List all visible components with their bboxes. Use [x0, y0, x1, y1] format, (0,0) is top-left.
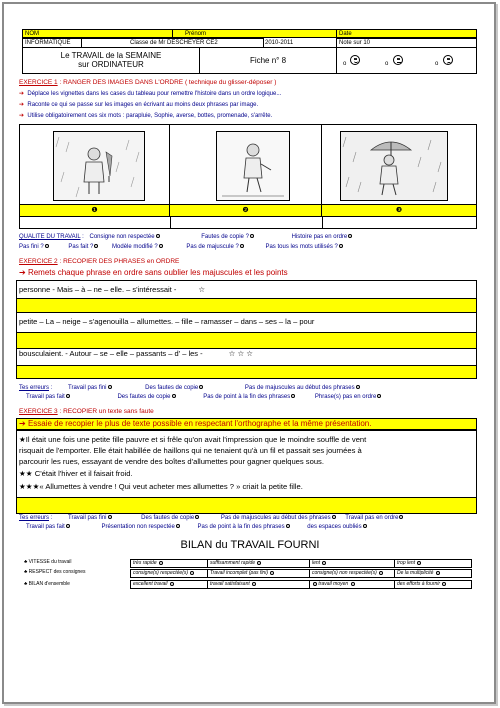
- radio-e3-majuscules[interactable]: [332, 515, 336, 519]
- erreurs3-ordre: Travail pas en ordre: [345, 515, 399, 521]
- bilan-cell-ensemble-3[interactable]: travail moyen: [309, 580, 395, 589]
- bilan-cell-vitesse-3[interactable]: lent: [309, 559, 395, 568]
- ex2-sentence-1-text: personne - Mais – à – ne – elle. – s'intéressait -: [19, 285, 177, 294]
- image-number-3: ❸: [395, 207, 403, 214]
- bilan-label-vitesse: VITESSE du travail: [28, 559, 72, 565]
- image-number-1: ❶: [20, 205, 170, 216]
- club-icon: ♣: [24, 581, 28, 587]
- numbers-row: [20, 204, 476, 216]
- erreurs2-point: Pas de point à la fin des phrases: [203, 394, 291, 400]
- arrow-icon: ➔: [19, 268, 26, 277]
- erreurs2-row1: Tes erreurs : Travail pas fini Des fautes de copie Pas de majuscules au début des phrases: [19, 384, 360, 392]
- radio-happy[interactable]: o: [343, 61, 347, 67]
- radio-consigne[interactable]: [156, 234, 160, 238]
- qualite-item-modele: Modèle modifié ?: [112, 244, 158, 250]
- classe-label: Classe de Mr DESCHEYER CE2: [130, 40, 218, 46]
- annee-label: 2010-2011: [265, 40, 294, 46]
- title-line2: sur ORDINATEUR: [78, 60, 144, 69]
- club-icon: ♣: [24, 559, 28, 565]
- bilan-title: BILAN du TRAVAIL FOURNI: [180, 539, 320, 551]
- exercice1-title: [19, 79, 276, 87]
- erreurs2-ordre: Phrase(s) pas en ordre: [314, 394, 377, 400]
- neutral-face-icon: [393, 55, 403, 65]
- erreurs2-label: Tes erreurs: [19, 385, 50, 391]
- club-icon: ♣: [24, 569, 28, 575]
- ex1-instruction-3-text: Utilise obligatoirement ces six mots : parapluie, Sophie, averse, bottes, promenade, s'arrête.: [27, 113, 273, 119]
- bilan-label-respect: RESPECT des consignes: [28, 569, 86, 575]
- erreurs3-point: Pas de point à la fin des phrases: [197, 524, 285, 530]
- image-slot-3[interactable]: [322, 125, 478, 204]
- ex1-instruction-1: [19, 90, 281, 98]
- erreurs3-row1: Tes erreurs : Travail pas fini Des fautes de copie Pas de majuscules au début des phrases Travail pas en ordre: [19, 514, 403, 522]
- bilan-cell-vitesse-1[interactable]: très rapide: [130, 559, 208, 568]
- erreurs2-pas-fini: Travail pas fini: [68, 385, 107, 391]
- image-number-2: ❷: [170, 205, 322, 216]
- date-label: Date: [339, 31, 352, 37]
- erreurs3-espaces: des espaces oubliés: [307, 524, 362, 530]
- qualite-item-majuscule: Pas de majuscule ?: [186, 244, 239, 250]
- erreurs2-row2: [26, 393, 381, 401]
- evaluation-box: [336, 47, 477, 74]
- radio-e3-pas-fait[interactable]: [66, 524, 70, 528]
- exercice3-title: [19, 408, 154, 416]
- title-box: [22, 47, 200, 74]
- qualite-item-fautes: Fautes de copie ?: [201, 234, 249, 240]
- erreurs2-fautes: Des fautes de copie: [145, 385, 199, 391]
- radio-majuscule[interactable]: [240, 244, 244, 248]
- ex3-text-box: [16, 430, 477, 514]
- radio-e3-espaces[interactable]: [363, 524, 367, 528]
- ex3-instruction: [16, 418, 477, 430]
- bilan-cell-ensemble-2[interactable]: travail satisfaisant: [207, 580, 310, 589]
- text-row[interactable]: [20, 216, 476, 228]
- nom-label: NOM: [25, 31, 39, 37]
- ex3-answer-area[interactable]: [17, 497, 476, 513]
- radio-e2-pas-fait[interactable]: [66, 394, 70, 398]
- bilan-cell-vitesse-4[interactable]: trop lent: [394, 559, 472, 568]
- arrow-icon: ➔: [19, 102, 25, 108]
- ex2-sentence-1: [19, 285, 205, 295]
- ex3-line-3: parcourir les rues, essayant de vendre des boîtes d'allumettes pour gagner quelques sous.: [19, 457, 324, 466]
- bilan-cell-respect-2[interactable]: Travail incomplet (pas fini): [207, 569, 310, 578]
- bilan-cell-respect-3[interactable]: consigne(s) non respectée(s): [309, 569, 395, 578]
- ex3-line-4: ★★ C'était l'hiver et il faisait froid.: [19, 469, 133, 478]
- ex2-answer-row-3[interactable]: [17, 365, 476, 378]
- bilan-cell-respect-1[interactable]: consigne(s) respectée(s): [130, 569, 208, 578]
- erreurs2-majuscules: Pas de majuscules au début des phrases: [244, 385, 355, 391]
- erreurs3-majuscules: Pas de majuscules au début des phrases: [220, 515, 331, 521]
- radio-mots[interactable]: [339, 244, 343, 248]
- ex1-instruction-2-text: Raconte ce qui se passe sur les images en écrivant au moins deux phrases par image.: [27, 102, 259, 108]
- fiche-box: [199, 47, 337, 74]
- ex2-sentence-3: [19, 349, 253, 359]
- radio-sad[interactable]: o: [435, 61, 439, 67]
- informatique-label: INFORMATIQUE: [25, 40, 71, 46]
- ex2-answer-row-1[interactable]: [17, 298, 476, 312]
- qualite-item-pas-fini: Pas fini ?: [19, 244, 44, 250]
- erreurs3-row2: [26, 523, 367, 531]
- radio-pas-fait[interactable]: [94, 244, 98, 248]
- image-slot-2[interactable]: [170, 125, 322, 204]
- qualite-item-pas-fait: Pas fait ?: [68, 244, 94, 250]
- ex2-sentence-3-text: bousculaient. - Autour – se – elle – passants – d' – les -: [19, 349, 203, 358]
- title-line1: Le TRAVAIL de la SEMAINE: [60, 51, 162, 60]
- nom-field[interactable]: [22, 29, 173, 38]
- radio-neutral[interactable]: o: [385, 61, 389, 67]
- qualite-label: QUALITE DU TRAVAIL: [19, 234, 81, 240]
- image-girl-walking[interactable]: [216, 131, 290, 201]
- ex1-instruction-1-text: Déplace les vignettes dans les cases du tableau pour remettre l'histoire dans un ordre logique...: [27, 91, 282, 97]
- bilan-cell-ensemble-4[interactable]: des efforts à fournir: [394, 580, 472, 589]
- star-icon: ☆: [198, 285, 206, 294]
- prenom-label: Prénom: [185, 31, 207, 37]
- erreurs3-pas-fait: Travail pas fait: [26, 524, 65, 530]
- radio-e3-ordre[interactable]: [399, 515, 403, 519]
- exercice2-heading: : RECOPIER DES PHRASES en ORDRE: [57, 258, 180, 265]
- image-girl-open-umbrella[interactable]: [340, 131, 448, 201]
- erreurs2-pas-fait: Travail pas fait: [26, 394, 65, 400]
- radio-e2-pas-fini[interactable]: [108, 385, 112, 389]
- qualite-item-histoire: Histoire pas en ordre: [291, 234, 348, 240]
- erreurs2-fautes-2: Des fautes de copie: [117, 394, 171, 400]
- erreurs3-fautes: Des fautes de copie: [141, 515, 195, 521]
- ex3-line-2: risquait de l'emporter. Elle était habillée de haillons qui ne tenaient qu'à un fil et passait ses journées à: [19, 446, 362, 455]
- prenom-field[interactable]: [172, 29, 337, 38]
- radio-e2-point[interactable]: [291, 394, 295, 398]
- erreurs3-pas-fini: Travail pas fini: [68, 515, 107, 521]
- ex2-instruction: [19, 268, 288, 278]
- happy-face-icon: [350, 55, 360, 65]
- stars-icon: ☆ ☆ ☆: [228, 349, 253, 358]
- qualite-item-consigne: Consigne non respectée: [89, 234, 155, 240]
- ex3-line-5: ★★★« Allumettes à vendre ! Qui veut acheter mes allumettes ? » criait la petite fille.: [19, 482, 303, 491]
- ex3-instruction-text: Essaie de recopier le plus de texte possible en respectant l'orthographe et la même présentation.: [27, 419, 372, 428]
- ex2-answer-row-2[interactable]: [17, 332, 476, 348]
- ex2-instruction-text: Remets chaque phrase en ordre sans oublier les majuscules et les points: [27, 268, 288, 277]
- radio-histoire[interactable]: [348, 234, 352, 238]
- exercice3-label: EXERCICE 3: [19, 408, 58, 415]
- erreurs3-presentation: Présentation non respectée: [101, 524, 175, 530]
- qualite-item-mots: Pas tous les mots utilisés ?: [265, 244, 338, 250]
- radio-e2-fautes-2[interactable]: [172, 394, 176, 398]
- exercice1-label: EXERCICE 1: [19, 79, 58, 86]
- images-table: [19, 124, 477, 229]
- radio-fautes[interactable]: [250, 234, 254, 238]
- exercice1-heading: : RANGER DES IMAGES DANS L'ORDRE ( technique du glisser-déposer ): [57, 79, 277, 86]
- arrow-icon: ➔: [19, 419, 26, 428]
- sad-face-icon: [443, 55, 453, 65]
- bilan-cell-vitesse-2[interactable]: suffisamment rapide: [207, 559, 310, 568]
- bilan-label-ensemble: BILAN d'ensemble: [28, 581, 70, 587]
- ex2-sentence-2: petite – La – neige – s'agenouilla – allumettes. – fille – ramasser – dans – ses – la – pour: [19, 317, 315, 326]
- bilan-row-ensemble: [24, 581, 70, 588]
- arrow-icon: ➔: [19, 91, 25, 97]
- bilan-row-respect: [24, 569, 86, 576]
- exercice2-title: [19, 258, 179, 266]
- radio-e2-ordre[interactable]: [377, 394, 381, 398]
- radio-e3-fautes[interactable]: [195, 515, 199, 519]
- date-field[interactable]: [336, 29, 477, 38]
- ex1-instruction-3: [19, 112, 272, 120]
- ex3-line-1: ★Il était une fois une petite fille pauvre et si frêle qu'on avait l'impression que le moindre souffle de vent: [19, 435, 367, 444]
- arrow-icon: ➔: [19, 113, 25, 119]
- radio-e3-pas-fini[interactable]: [108, 515, 112, 519]
- radio-e3-point[interactable]: [286, 524, 290, 528]
- radio-e3-presentation[interactable]: [176, 524, 180, 528]
- erreurs3-label: Tes erreurs: [19, 515, 50, 521]
- radio-modele[interactable]: [159, 244, 163, 248]
- radio-pas-fini[interactable]: [45, 244, 49, 248]
- ex1-instruction-2: [19, 101, 258, 109]
- bilan-cell-respect-4[interactable]: De la multiplicité: [394, 569, 472, 578]
- radio-e2-fautes[interactable]: [199, 385, 203, 389]
- image-girl-closed-umbrella[interactable]: [53, 131, 145, 201]
- image-slot-1[interactable]: [20, 125, 170, 204]
- fiche-label: Fiche n° 8: [249, 56, 287, 65]
- bilan-cell-ensemble-1[interactable]: excellent travail: [130, 580, 208, 589]
- exercice2-label: EXERCICE 2: [19, 258, 58, 265]
- qualite-row1: QUALITE DU TRAVAIL : Consigne non respectée Fautes de copie ? Histoire pas en ordre: [19, 233, 352, 241]
- radio-e2-majuscules[interactable]: [356, 385, 360, 389]
- qualite-row2: [19, 243, 343, 251]
- exercice3-heading: : RECOPIER un texte sans faute: [57, 408, 154, 415]
- bilan-row-vitesse: [24, 559, 71, 566]
- note-label: Note sur 10: [339, 40, 371, 46]
